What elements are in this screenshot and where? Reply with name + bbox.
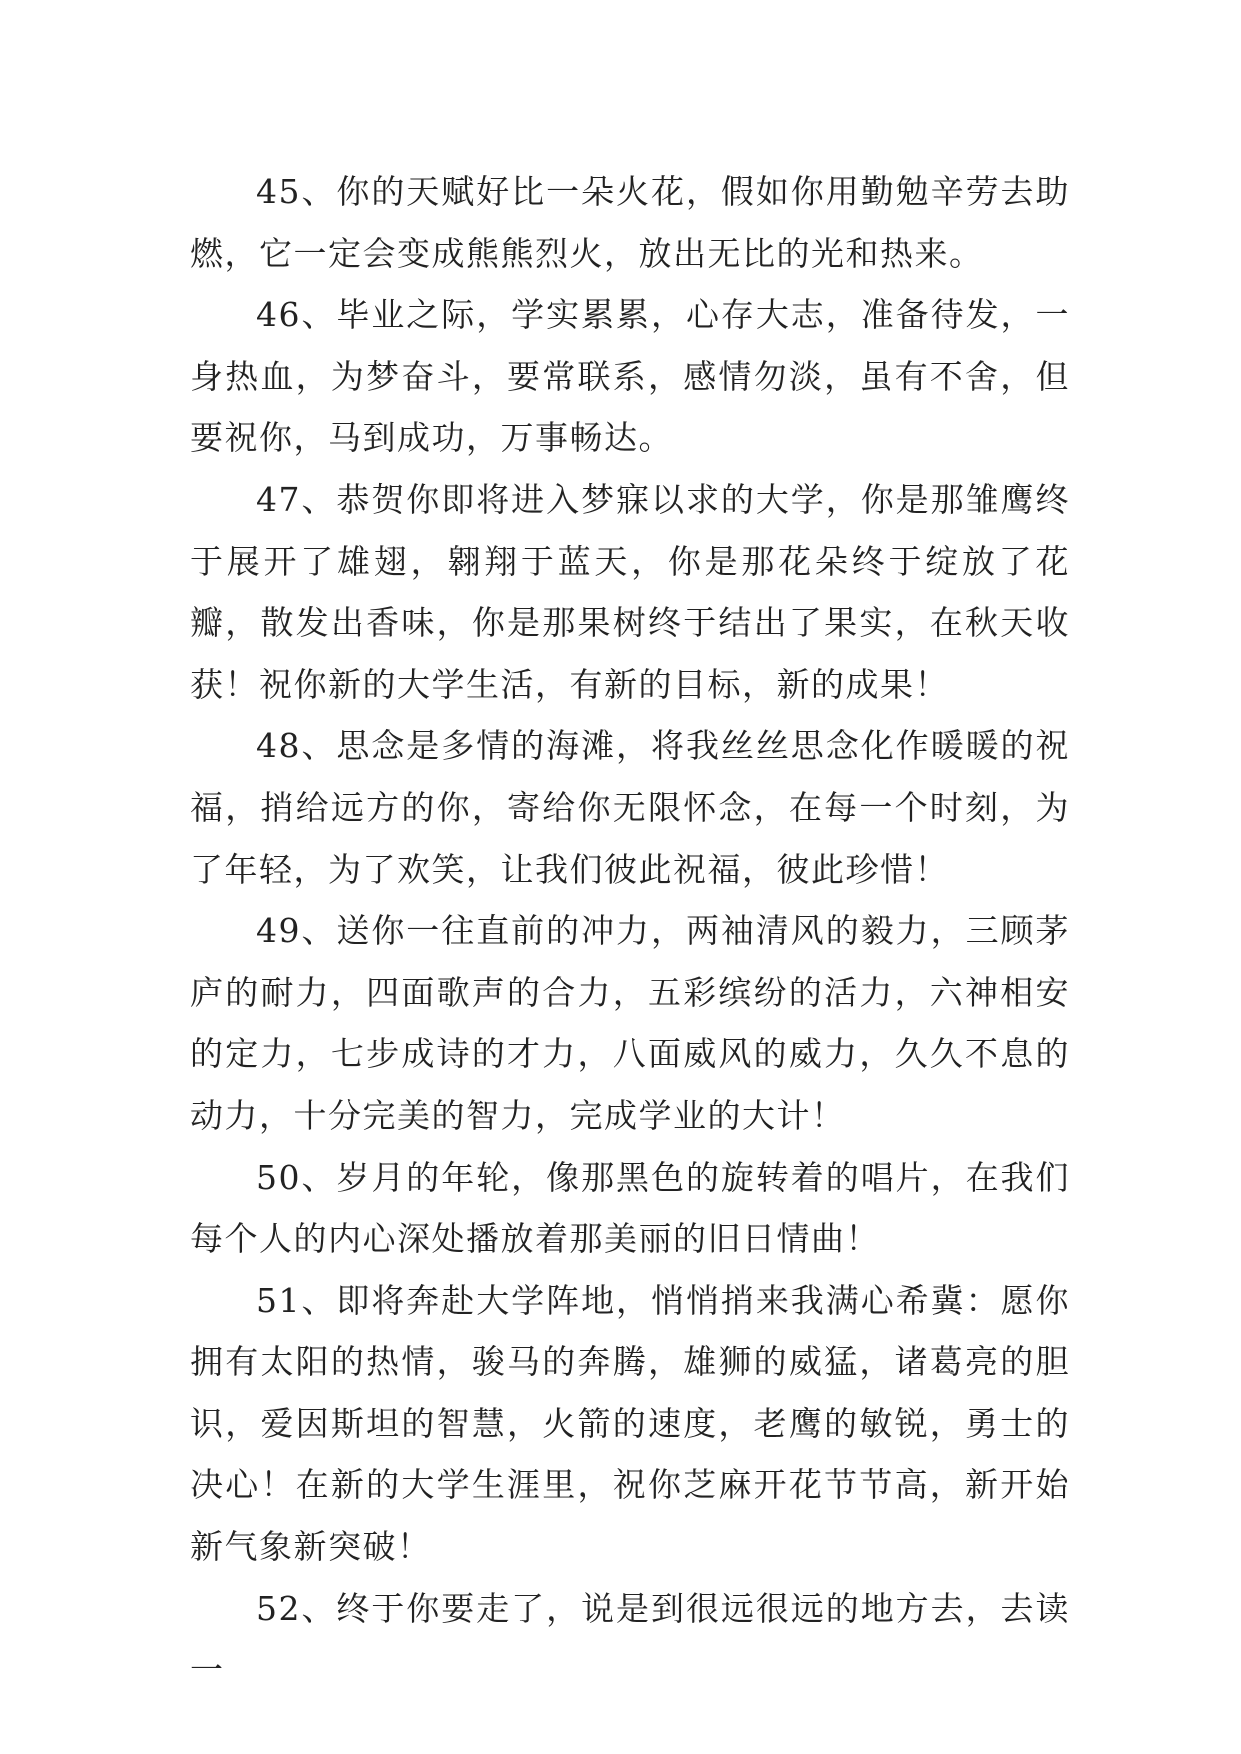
paragraph-48: 48、思念是多情的海滩，将我丝丝思念化作暖暖的祝福，捎给远方的你，寄给你无限怀念，在每一个时刻，为了年轻，为了欢笑，让我们彼此祝福，彼此珍惜！: [190, 726, 1070, 889]
paragraph-52: 52、终于你要走了，说是到很远很远的地方去，去读一: [190, 1588, 1070, 1690]
document-body: [190, 161, 1070, 1701]
paragraph-51: 51、即将奔赴大学阵地，悄悄捎来我满心希冀：愿你拥有太阳的热情，骏马的奔腾，雄狮的威猛，诸葛亮的胆识，爱因斯坦的智慧，火箭的速度，老鹰的敏锐，勇士的决心！在新的大学生涯里，祝你芝麻开花节节高，新开始新气象新突破！: [190, 1280, 1070, 1567]
paragraph-45: 45、你的天赋好比一朵火花，假如你用勤勉辛劳去助燃，它一定会变成熊熊烈火，放出无比的光和热来。: [190, 172, 1070, 273]
paragraph-46: 46、毕业之际，学实累累，心存大志，准备待发，一身热血，为梦奋斗，要常联系，感情勿淡，虽有不舍，但要祝你，马到成功，万事畅达。: [190, 295, 1070, 458]
paragraph-49: 49、送你一往直前的冲力，两袖清风的毅力，三顾茅庐的耐力，四面歌声的合力，五彩缤纷的活力，六神相安的定力，七步成诗的才力，八面威风的威力，久久不息的动力，十分完美的智力，完成学业的大计！: [190, 911, 1070, 1135]
paragraph-50: 50、岁月的年轮，像那黑色的旋转着的唱片，在我们每个人的内心深处播放着那美丽的旧日情曲！: [190, 1157, 1070, 1259]
paragraph-47: 47、恭贺你即将进入梦寐以求的大学，你是那雏鹰终于展开了雄翅，翱翔于蓝天，你是那花朵终于绽放了花瓣，散发出香味，你是那果树终于结出了果实，在秋天收获！祝你新的大学生活，有新的目标，新的成果！: [190, 479, 1070, 704]
